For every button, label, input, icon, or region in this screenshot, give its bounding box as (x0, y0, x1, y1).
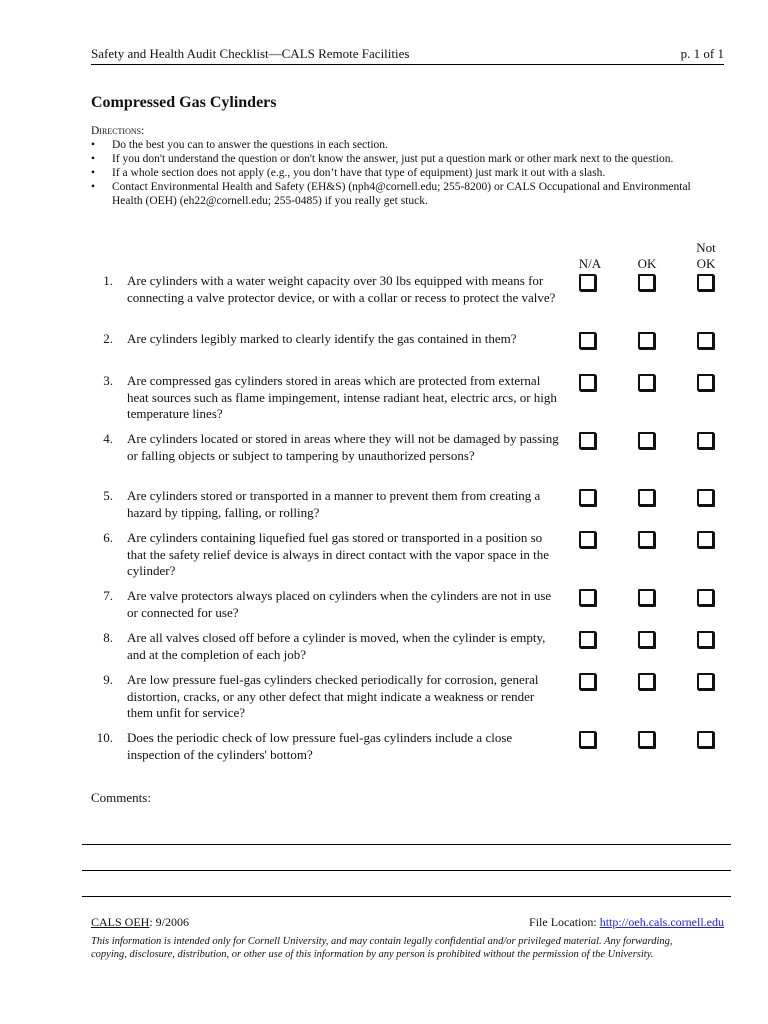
checkbox-not-ok[interactable] (697, 332, 714, 349)
question-number: 7. (103, 588, 113, 603)
page-number: p. 1 of 1 (680, 46, 724, 61)
question-number: 2. (103, 331, 113, 346)
question-text: Are cylinders legibly marked to clearly identify the gas contained in them? (127, 331, 517, 346)
question-text: Are cylinders stored or transported in a manner to prevent them from creating a hazard by tipping, falling, or rolling? (127, 488, 541, 520)
question-number: 6. (103, 530, 113, 545)
checkbox-ok[interactable] (638, 631, 655, 648)
checkbox-na[interactable] (579, 432, 596, 449)
checkbox-na[interactable] (579, 531, 596, 548)
question-number: 9. (103, 672, 113, 687)
column-header-not-ok (686, 240, 726, 272)
comment-line[interactable] (82, 896, 731, 897)
checkbox-na[interactable] (579, 274, 596, 291)
checkbox-ok[interactable] (638, 731, 655, 748)
question-text: Are cylinders located or stored in areas where they will not be damaged by passing or falling objects or subject to tampering by unauthorized persons? (127, 431, 559, 463)
checkbox-na[interactable] (579, 489, 596, 506)
comments-label: Comments: (91, 790, 151, 805)
question-number: 3. (103, 373, 113, 388)
checkbox-not-ok[interactable] (697, 589, 714, 606)
checkbox-na[interactable] (579, 374, 596, 391)
file-location-label: File Location: (529, 915, 600, 929)
question-text: Are valve protectors always placed on cylinders when the cylinders are not in use or connected for use? (127, 588, 552, 620)
direction-item: • Contact Environmental Health and Safety (EH&S) (nph4@cornell.edu; 255-8200) or CALS Occupational and Environmental Health (OEH) (eh22@cornell.edu; 255-0485) if you really get stuck. (91, 180, 691, 208)
comment-line[interactable] (82, 844, 731, 845)
column-header-not-ok-line1: Not (696, 240, 716, 255)
column-header-ok: OK (637, 256, 657, 271)
question-number: 1. (103, 273, 113, 288)
footer-org: CALS OEH (91, 915, 150, 929)
checkbox-ok[interactable] (638, 274, 655, 291)
directions-section (91, 124, 691, 208)
footer-right (529, 915, 724, 930)
checkbox-ok[interactable] (638, 374, 655, 391)
checkbox-na[interactable] (579, 673, 596, 690)
page-title: Compressed Gas Cylinders (91, 94, 277, 111)
checkbox-ok[interactable] (638, 531, 655, 548)
checkbox-ok[interactable] (638, 332, 655, 349)
page-header (91, 46, 724, 65)
checkbox-na[interactable] (579, 332, 596, 349)
question-number: 8. (103, 630, 113, 645)
checkbox-not-ok[interactable] (697, 673, 714, 690)
checkbox-ok[interactable] (638, 673, 655, 690)
checkbox-not-ok[interactable] (697, 274, 714, 291)
question-text: Are low pressure fuel-gas cylinders checked periodically for corrosion, general distortion, cracks, or any other defect that might indicate a weakness or render them unfit for service? (127, 672, 539, 720)
header-title: Safety and Health Audit Checklist—CALS Remote Facilities (91, 46, 410, 61)
question-number: 5. (103, 488, 113, 503)
checkbox-ok[interactable] (638, 489, 655, 506)
question-text: Are all valves closed off before a cylinder is moved, when the cylinder is empty, and at the completion of each job? (127, 630, 546, 662)
disclaimer: This information is intended only for Cornell University, and may contain legally confidential and/or privileged material. Any forwarding, copying, disclosure, distribution, or other use of this information by any person is prohibited without the permission of the University. (91, 936, 673, 960)
checkbox-not-ok[interactable] (697, 432, 714, 449)
direction-item: • If you don't understand the question or don't know the answer, just put a question mark or other mark next to the question. (91, 152, 691, 166)
question-text: Are compressed gas cylinders stored in areas which are protected from external heat sources such as flame impingement, intense radiant heat, electric arcs, or high temperature lines? (127, 373, 557, 421)
column-header-na: N/A (578, 256, 602, 271)
checkbox-na[interactable] (579, 589, 596, 606)
direction-item: • Do the best you can to answer the questions in each section. (91, 138, 691, 152)
checkbox-ok[interactable] (638, 589, 655, 606)
checkbox-not-ok[interactable] (697, 631, 714, 648)
footer (91, 915, 724, 930)
checkbox-not-ok[interactable] (697, 374, 714, 391)
question-number: 4. (103, 431, 113, 446)
footer-left (91, 915, 189, 930)
file-location-link[interactable]: http://oeh.cals.cornell.edu (599, 915, 724, 929)
checkbox-na[interactable] (579, 731, 596, 748)
question-text: Does the periodic check of low pressure fuel-gas cylinders include a close inspection of the cylinders' bottom? (127, 730, 513, 762)
directions-heading: Directions: (91, 125, 145, 137)
direction-item: • If a whole section does not apply (e.g., you don’t have that type of equipment) just mark it out with a slash. (91, 166, 691, 180)
column-header-not-ok-line2: OK (696, 256, 716, 271)
checkbox-ok[interactable] (638, 432, 655, 449)
question-text: Are cylinders containing liquefied fuel gas stored or transported in a position so that the safety relief device is always in direct contact with the vapor space in the cylinder? (127, 530, 549, 578)
checkbox-not-ok[interactable] (697, 731, 714, 748)
checkbox-na[interactable] (579, 631, 596, 648)
question-text: Are cylinders with a water weight capacity over 30 lbs equipped with means for connecting a valve protector device, or with a collar or recess to protect the valve? (127, 273, 556, 305)
checkbox-not-ok[interactable] (697, 489, 714, 506)
checkbox-not-ok[interactable] (697, 531, 714, 548)
question-number: 10. (96, 730, 113, 745)
footer-date: : 9/2006 (149, 915, 190, 929)
comment-line[interactable] (82, 870, 731, 871)
directions-list (91, 138, 691, 208)
